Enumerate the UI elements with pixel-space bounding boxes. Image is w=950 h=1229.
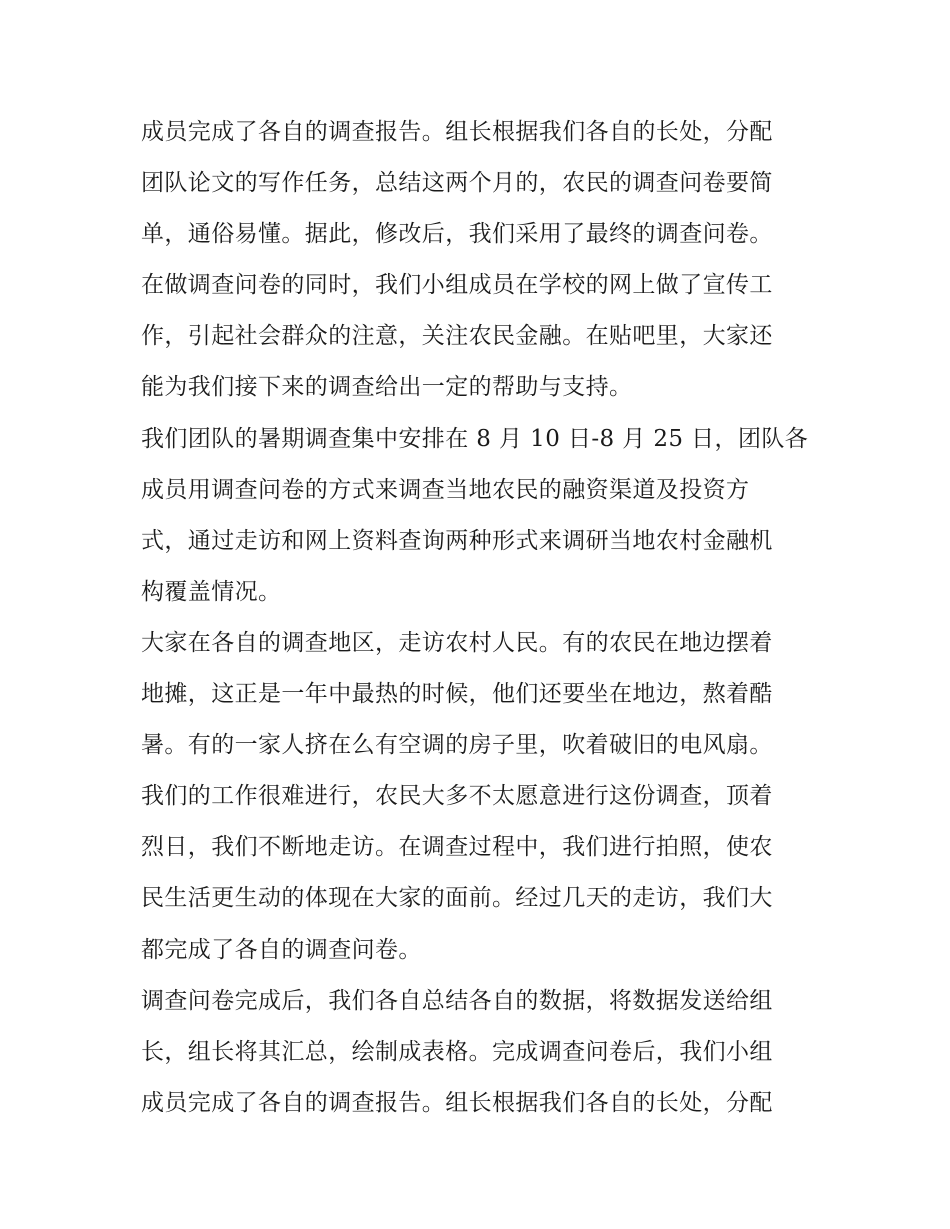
text-line: 大家在各自的调查地区，走访农村人民。有的农民在地边摆着 xyxy=(141,629,773,656)
text-line: 作，引起社会群众的注意，关注农民金融。在贴吧里，大家还 xyxy=(141,323,773,350)
text-line: 烈日，我们不断地走访。在调查过程中，我们进行拍照，使农 xyxy=(141,834,773,861)
text-line: 调查问卷完成后，我们各自总结各自的数据，将数据发送给组 xyxy=(141,987,773,1014)
text-line: 地摊，这正是一年中最热的时候，他们还要坐在地边，熬着酷 xyxy=(141,681,773,708)
text-line: 我们的工作很难进行，农民大多不太愿意进行这份调查，顶着 xyxy=(141,783,773,810)
text-line: 暑。有的一家人挤在么有空调的房子里，吹着破旧的电风扇。 xyxy=(141,732,773,759)
text-line: 单，通俗易懂。据此，修改后，我们采用了最终的调查问卷。 xyxy=(141,221,773,248)
text-line: 长，组长将其汇总，绘制成表格。完成调查问卷后，我们小组 xyxy=(141,1038,773,1065)
text-line: 成员用调查问卷的方式来调查当地农民的融资渠道及投资方 xyxy=(141,476,750,503)
text-line: 团队论文的写作任务，总结这两个月的，农民的调查问卷要简 xyxy=(141,170,773,197)
text-line: 我们团队的暑期调查集中安排在 8 月 10 日-8 月 25 日，团队各 xyxy=(141,425,809,452)
text-line: 式，通过走访和网上资料查询两种形式来调研当地农村金融机 xyxy=(141,527,773,554)
text-line: 构覆盖情况。 xyxy=(141,578,282,605)
text-line: 成员完成了各自的调查报告。组长根据我们各自的长处，分配 xyxy=(141,119,773,145)
text-line: 成员完成了各自的调查报告。组长根据我们各自的长处，分配 xyxy=(141,1089,773,1116)
text-line: 在做调查问卷的同时，我们小组成员在学校的网上做了宣传工 xyxy=(141,272,773,299)
text-line: 民生活更生动的体现在大家的面前。经过几天的走访，我们大 xyxy=(141,885,773,912)
body-text xyxy=(141,107,821,1129)
text-line: 能为我们接下来的调查给出一定的帮助与支持。 xyxy=(141,374,633,401)
text-line: 都完成了各自的调查问卷。 xyxy=(141,936,422,963)
